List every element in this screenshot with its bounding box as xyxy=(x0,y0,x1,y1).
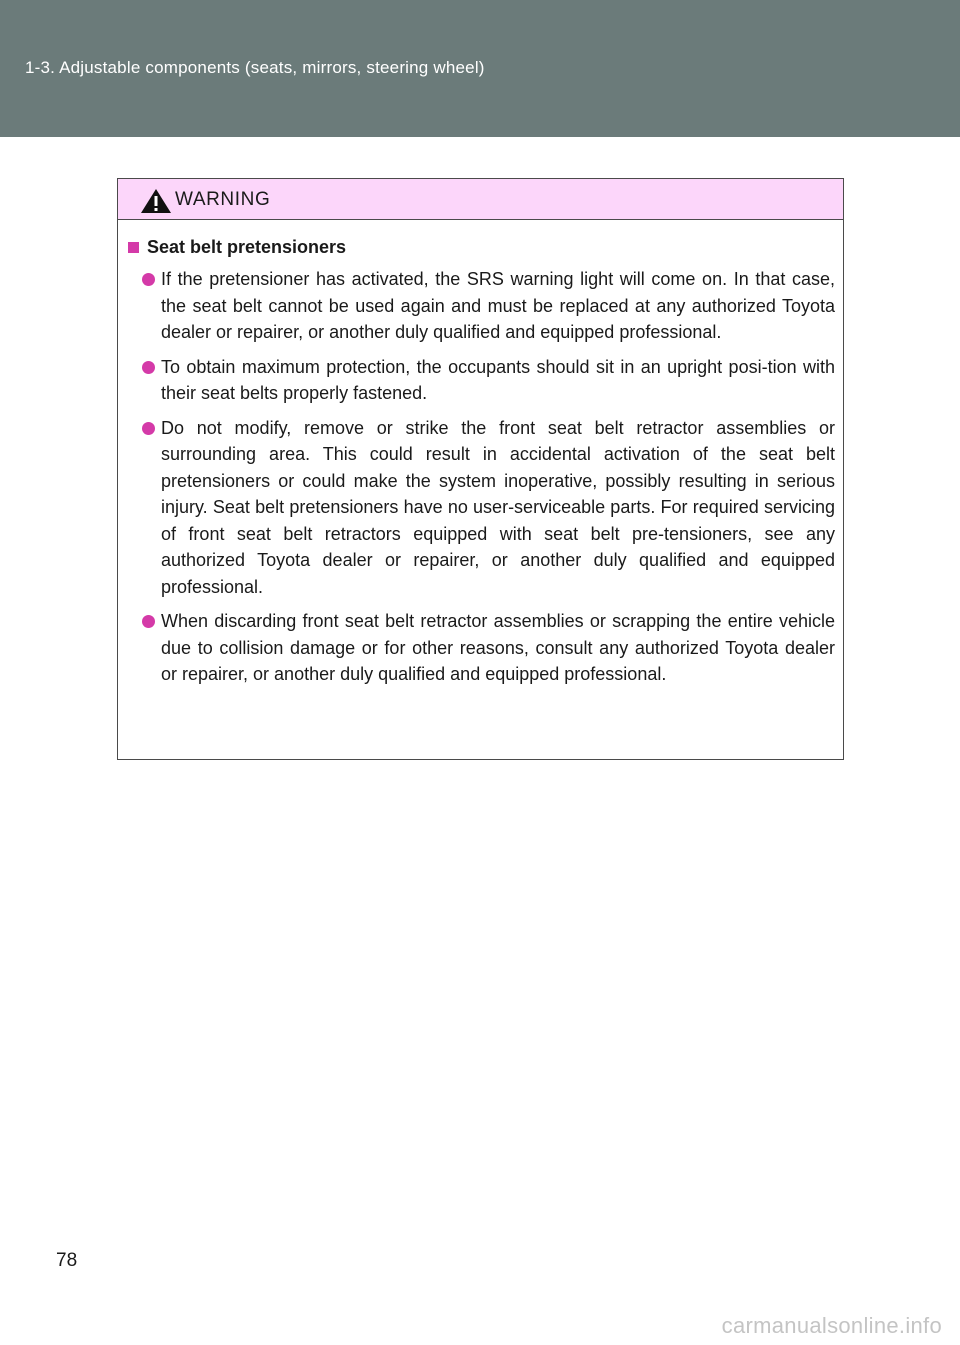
round-bullet-icon xyxy=(142,361,155,374)
list-item-text: When discarding front seat belt retractor assemblies or scrapping the entire vehicle due to collision damage or for other reasons, consult any authorized Toyota dealer or repairer, or another duly qualified and equipped professional. xyxy=(161,611,835,684)
list-item xyxy=(132,354,835,407)
list-item-text: To obtain maximum protection, the occupants should sit in an upright posi-tion with their seat belts properly fastened. xyxy=(161,356,835,403)
list-item xyxy=(132,608,835,688)
warning-header xyxy=(118,179,843,220)
list-item xyxy=(132,415,835,601)
section-header-band xyxy=(0,0,960,137)
warning-list xyxy=(132,266,835,688)
warning-subheading-text: Seat belt pretensioners xyxy=(147,236,347,257)
round-bullet-icon xyxy=(142,273,155,286)
warning-triangle-icon xyxy=(140,188,172,214)
warning-subheading xyxy=(132,232,835,262)
list-item-text: If the pretensioner has activated, the SRS warning light will come on. In that case, the seat belt cannot be used again and must be replaced at any authorized Toyota dealer or repairer, or another duly qualified and equipped professional. xyxy=(161,269,835,342)
list-item xyxy=(132,266,835,346)
square-bullet-icon xyxy=(128,242,139,253)
warning-box xyxy=(117,178,844,760)
watermark: carmanualsonline.info xyxy=(721,1313,942,1338)
round-bullet-icon xyxy=(142,615,155,628)
round-bullet-icon xyxy=(142,422,155,435)
warning-label: WARNING xyxy=(175,189,271,210)
list-item-text: Do not modify, remove or strike the front seat belt retractor assemblies or surrounding area. This could result in accidental activation of the seat belt pretensioners or could make the system inoperative, possibly resulting in serious injury. Seat belt pretensioners have no user-serviceable parts. For required servicing of front seat belt retractors equipped with seat belt pre-tensioners, see any authorized Toyota dealer or repairer, or another duly qualified and equipped professional. xyxy=(161,417,835,597)
page-number: 78 xyxy=(56,1250,78,1271)
warning-body xyxy=(118,220,843,688)
section-title: 1-3. Adjustable components (seats, mirrors, steering wheel) xyxy=(25,58,485,77)
